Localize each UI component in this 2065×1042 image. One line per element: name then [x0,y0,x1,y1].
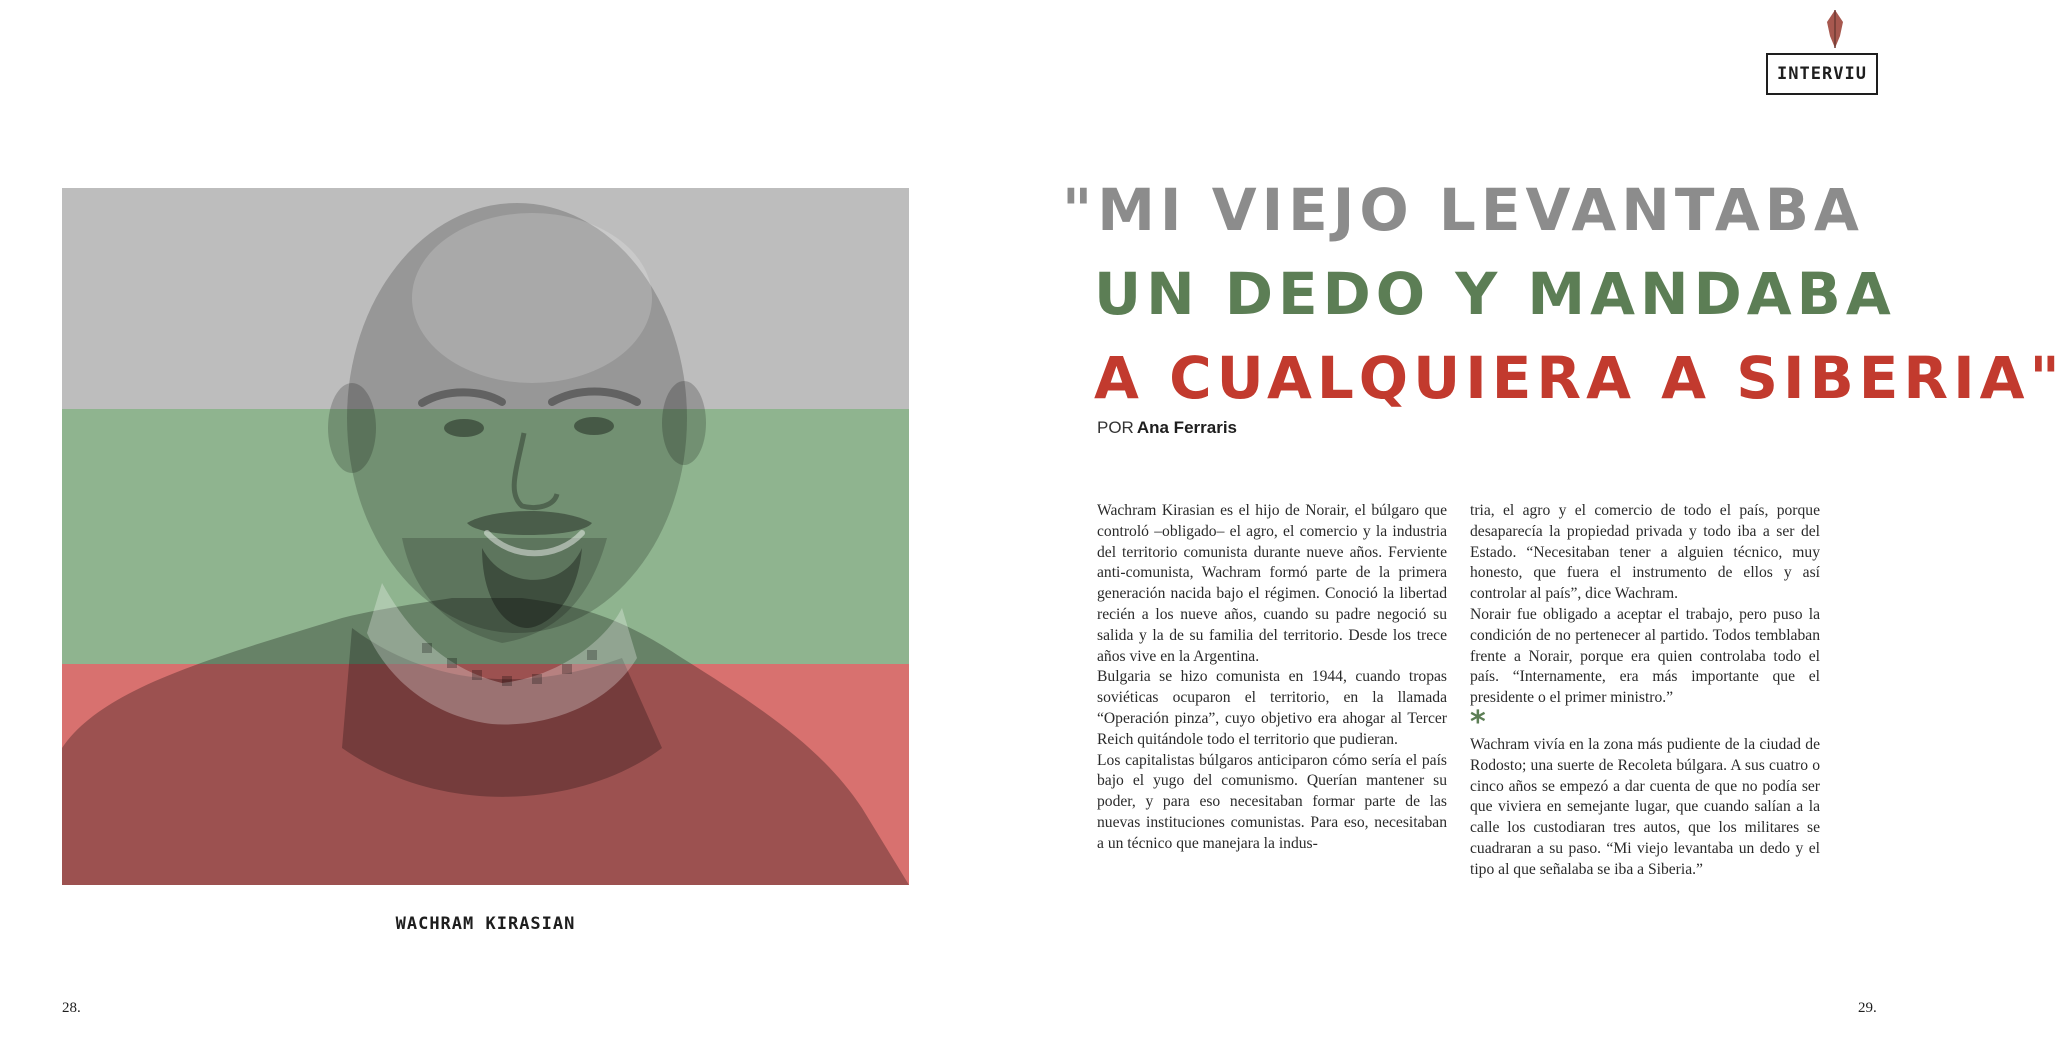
paragraph: Los capitalistas búlgaros anticiparon cómo sería el país bajo el yugo del comunismo. Querían mantener su poder, y para eso necesitaban formar parte de las nuevas instituciones comunistas. Para eso, necesitaban a un técnico que manejara la indus- [1097,751,1447,852]
headline-quote [1062,168,2065,420]
headline-line-3: A CUALQUIERA A SIBERIA" [1094,344,2065,412]
byline-prefix: POR [1097,418,1134,437]
byline-author: Ana Ferraris [1136,418,1238,437]
byline [1097,418,1237,438]
page-number-right: 29. [1858,1000,1877,1016]
paragraph: Norair fue obligado a aceptar el trabajo, pero puso la condición de no pertenecer al partido. Todos temblaban frente a Norair, porque era quien controlaba todo el país. “Internamente, era más importante que el presidente o el primer ministro.” [1470,605,1820,707]
asterisk-divider-icon: * [1470,704,1486,740]
headline-line-1: "MI VIEJO LEVANTABA [1062,176,1864,244]
body-column-1 [1097,501,1447,855]
paragraph: tria, el agro y el comercio de todo el país, porque desaparecía la propiedad privada y todo iba a ser del Estado. “Necesitaban tener a alguien técnico, muy honesto, que fuera el instrumento de ellos y así controlar al país”, dice Wachram. [1470,502,1820,603]
headline-line-2: UN DEDO Y MANDABA [1094,260,1896,328]
portrait-photo [62,188,909,885]
portrait-illustration [62,188,909,885]
photo-caption: WACHRAM KIRASIAN [395,914,576,934]
section-tag-label: INTERVIU [1777,64,1867,84]
spear-ornament-icon [1818,0,1852,50]
paragraph: Bulgaria se hizo comunista en 1944, cuando tropas soviéticas ocuparon el territorio, en la llamada “Operación pinza”, cuyo objetivo era ahogar al Tercer Reich quitándole todo el territorio que pudieran. [1097,668,1447,748]
body-column-2 [1470,501,1820,881]
section-tag [1766,53,1878,95]
paragraph: Wachram vivía en la zona más pudiente de la ciudad de Rodosto; una suerte de Recoleta búlgara. A sus cuatro o cinco años se empezó a dar cuenta de que no podía ser que viviera en semejante lugar, que cuando salían a la calle los custodiaran tres autos, que los militares se cuadraran a su paso. “Mi viejo levantaba un dedo y el tipo al que señalaba se iba a Siberia.” [1470,735,1820,878]
page-number-left: 28. [62,1000,81,1016]
paragraph: Wachram Kirasian es el hijo de Norair, el búlgaro que controló –obligado– el agro, el comercio y la industria del territorio comunista durante nueve años. Ferviente anti-comunista, Wachram formó parte de la primera generación nacida bajo el régimen. Conoció la libertad recién a los nueve años, cuando su padre negoció su salida y la de su familia del territorio. Desde los trece años vive en la Argentina. [1097,502,1447,665]
